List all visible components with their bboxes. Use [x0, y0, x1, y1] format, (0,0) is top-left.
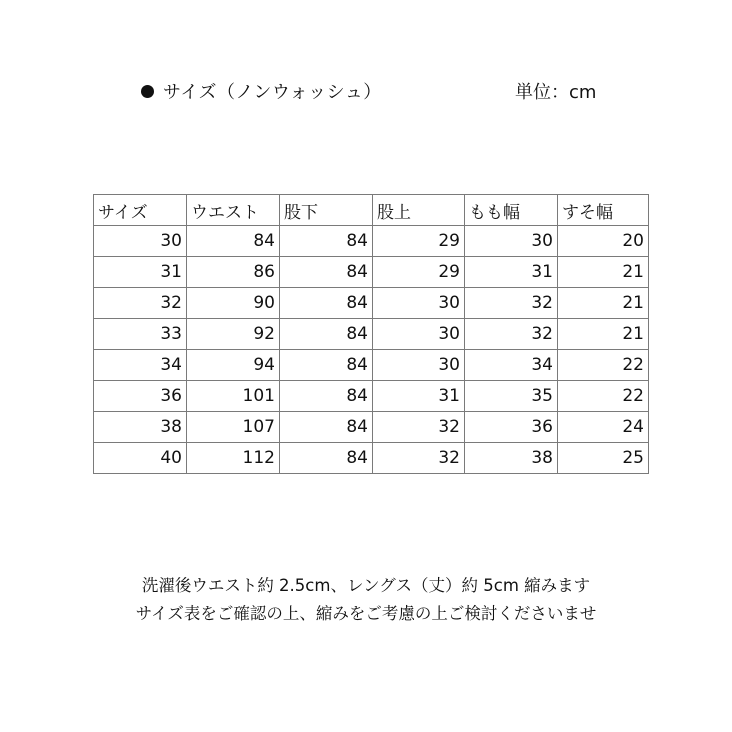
table-cell: 38 — [465, 443, 558, 474]
table-cell: 84 — [280, 443, 373, 474]
header-rise: 股上 — [373, 195, 465, 226]
advice-note: サイズ表をご確認の上、縮みをご考慮の上ご検討くださいませ — [135, 604, 597, 623]
table-cell: 30 — [465, 226, 558, 257]
table-cell: 21 — [558, 288, 649, 319]
table-cell: 94 — [187, 350, 280, 381]
table-cell: 84 — [280, 257, 373, 288]
table-cell: 101 — [187, 381, 280, 412]
table-row — [94, 412, 649, 443]
table-cell: 36 — [465, 412, 558, 443]
table-cell: 32 — [465, 288, 558, 319]
table-cell: 32 — [94, 288, 187, 319]
table-cell: 86 — [187, 257, 280, 288]
table-cell: 30 — [373, 350, 465, 381]
table-row — [94, 350, 649, 381]
table-row — [94, 288, 649, 319]
table-header-row — [94, 195, 649, 226]
table-cell: 32 — [373, 443, 465, 474]
table-cell: 84 — [280, 226, 373, 257]
table-cell: 21 — [558, 319, 649, 350]
header-waist: ウエスト — [187, 195, 280, 226]
table-cell: 34 — [465, 350, 558, 381]
table-cell: 30 — [373, 288, 465, 319]
heading-title: サイズ（ノンウォッシュ） — [163, 82, 382, 103]
table-cell: 20 — [558, 226, 649, 257]
table-row — [94, 226, 649, 257]
table-row — [94, 319, 649, 350]
table-cell: 25 — [558, 443, 649, 474]
table-cell: 22 — [558, 350, 649, 381]
table-cell: 84 — [280, 381, 373, 412]
table-cell: 90 — [187, 288, 280, 319]
table-cell: 35 — [465, 381, 558, 412]
table-body — [94, 226, 649, 474]
header-inseam: 股下 — [280, 195, 373, 226]
bullet-icon — [141, 85, 154, 98]
unit-label: 単位：cm — [515, 82, 597, 103]
table-cell: 31 — [373, 381, 465, 412]
table-cell: 112 — [187, 443, 280, 474]
header-hem: すそ幅 — [558, 195, 649, 226]
table-cell: 84 — [280, 319, 373, 350]
table-cell: 21 — [558, 257, 649, 288]
size-table — [93, 194, 649, 474]
table-row — [94, 257, 649, 288]
table-cell: 22 — [558, 381, 649, 412]
section-heading — [141, 78, 382, 104]
table-cell: 84 — [280, 350, 373, 381]
header-thigh: もも幅 — [465, 195, 558, 226]
table-cell: 84 — [187, 226, 280, 257]
table-cell: 29 — [373, 257, 465, 288]
table-cell: 33 — [94, 319, 187, 350]
table-cell: 107 — [187, 412, 280, 443]
table-cell: 84 — [280, 412, 373, 443]
table-cell: 34 — [94, 350, 187, 381]
shrinkage-note: 洗濯後ウエスト約 2.5cm、レングス（丈）約 5cm 縮みます — [141, 576, 591, 595]
table-cell: 40 — [94, 443, 187, 474]
table-cell: 30 — [94, 226, 187, 257]
table-row — [94, 443, 649, 474]
table-cell: 38 — [94, 412, 187, 443]
table-cell: 36 — [94, 381, 187, 412]
table-row — [94, 381, 649, 412]
table-cell: 92 — [187, 319, 280, 350]
table-cell: 24 — [558, 412, 649, 443]
table-cell: 84 — [280, 288, 373, 319]
table-cell: 30 — [373, 319, 465, 350]
table-cell: 31 — [94, 257, 187, 288]
header-size: サイズ — [94, 195, 187, 226]
table-cell: 29 — [373, 226, 465, 257]
table-cell: 32 — [373, 412, 465, 443]
table-cell: 32 — [465, 319, 558, 350]
table-cell: 31 — [465, 257, 558, 288]
